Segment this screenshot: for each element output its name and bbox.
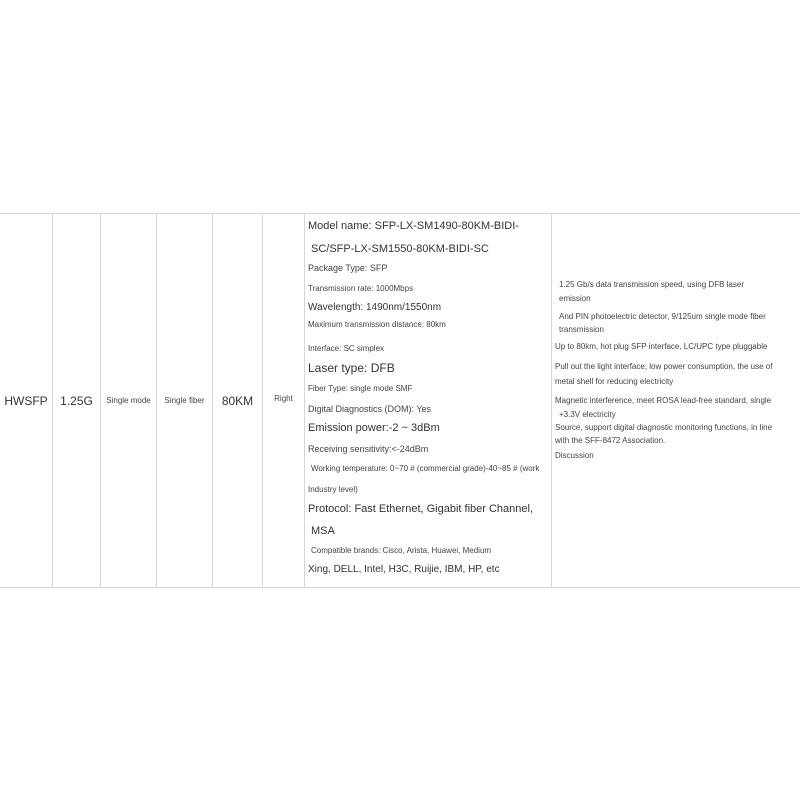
rate-cell [52, 214, 100, 587]
side-cell [262, 214, 304, 587]
rate-text: 1.25G [60, 394, 93, 408]
fiber-cell [156, 214, 212, 587]
feature-4-line-1: Pull out the light interface, low power consumption, the use of [555, 362, 773, 371]
protocol-line-2: MSA [311, 525, 335, 537]
brands-line-1: Compatible brands: Cisco, Arista, Huawei, Medium [311, 546, 492, 555]
feature-6-line-1: Source, support digital diagnostic monitoring functions, in line [555, 423, 773, 432]
protocol-line-1: Protocol: Fast Ethernet, Gigabit fiber Channel, [308, 503, 534, 515]
feature-2-line-1: And PIN photoelectric detector, 9/125um single mode fiber [559, 312, 766, 321]
brands-line-2: Xing, DELL, Intel, H3C, Ruijie, IBM, HP, etc [308, 564, 500, 575]
feature-3: Up to 80km, hot plug SFP interface, LC/UPC type pluggable [555, 342, 768, 351]
laser-type: Laser type: DFB [308, 361, 395, 375]
interface: Interface: SC simplex [308, 344, 385, 353]
mode-cell [100, 214, 156, 587]
feature-5-line-1: Magnetic interference, meet ROSA lead-free standard, single [555, 396, 772, 405]
spec-table [0, 213, 800, 588]
max-distance: Maximum transmission distance: 80km [308, 320, 446, 329]
fiber-type: Fiber Type: single mode SMF [308, 384, 413, 393]
fiber-text: Single fiber [164, 396, 205, 405]
feature-6-line-2: with the SFF-8472 Association. [555, 436, 666, 445]
model-line-2: SC/SFP-LX-SM1550-80KM-BIDI-SC [311, 243, 489, 255]
spec-cell [304, 214, 551, 587]
transmission-rate: Transmission rate: 1000Mbps [308, 284, 414, 293]
temperature-line-1: Working temperature: 0~70 # (commercial grade)-40~85 # (work [311, 464, 540, 473]
features-cell [551, 214, 800, 587]
distance-text: 80KM [221, 394, 254, 408]
ddm: Digital Diagnostics (DOM): Yes [308, 404, 432, 414]
series-text: HWSFP [4, 394, 48, 408]
feature-4-line-2: metal shell for reducing electricity [555, 377, 674, 386]
package-type: Package Type: SFP [308, 263, 388, 273]
emission-power: Emission power:-2 ~ 3dBm [308, 422, 440, 434]
feature-2-line-2: transmission [559, 325, 604, 334]
feature-7: Discussion [555, 451, 594, 460]
series-cell [0, 214, 52, 587]
temperature-line-2: Industry level) [308, 485, 358, 494]
mode-text: Single mode [106, 396, 151, 405]
feature-1-line-1: 1.25 Gb/s data transmission speed, using DFB laser [559, 280, 744, 289]
receiving-sensitivity: Receiving sensitivity:<-24dBm [308, 444, 429, 454]
side-text: Right [274, 394, 293, 403]
wavelength: Wavelength: 1490nm/1550nm [308, 302, 442, 313]
model-line-1: Model name: SFP-LX-SM1490-80KM-BIDI- [308, 220, 519, 232]
feature-1-line-2: emission [559, 294, 591, 303]
distance-cell [212, 214, 262, 587]
feature-5-line-2: +3.3V electricity [559, 410, 616, 419]
